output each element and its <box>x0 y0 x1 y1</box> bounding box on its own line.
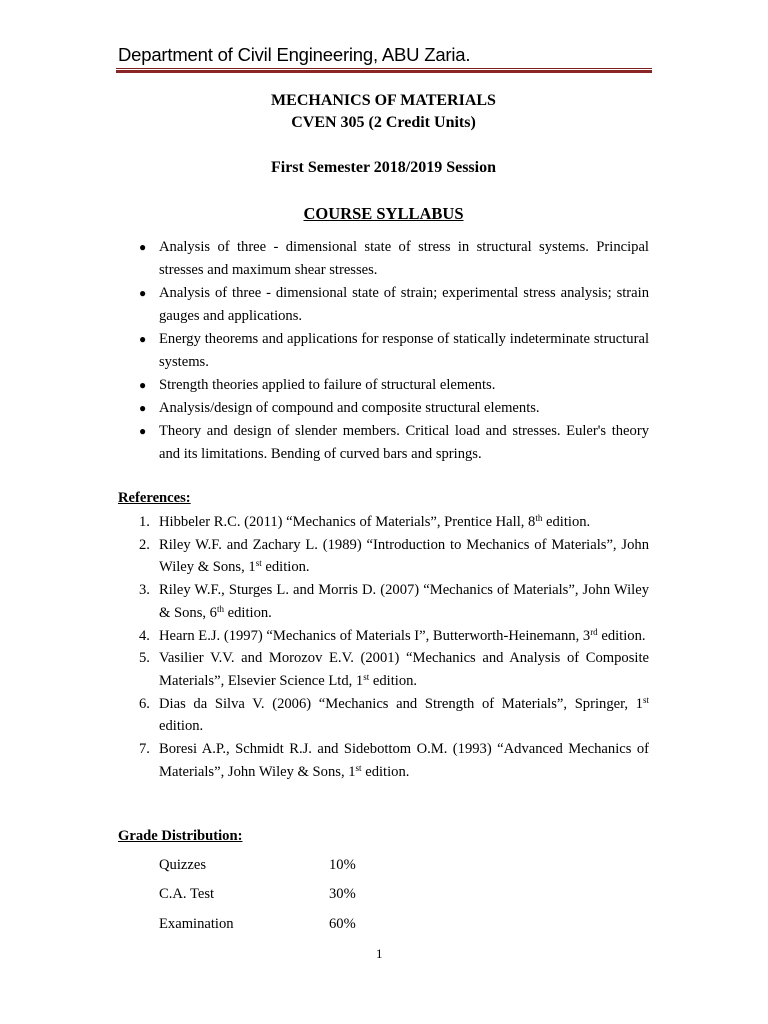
syllabus-item <box>118 420 649 466</box>
reference-item <box>118 625 649 648</box>
grade-value: 10% <box>329 857 356 873</box>
references-heading: References: <box>118 490 191 506</box>
reference-tail: edition. <box>597 627 646 644</box>
reference-ordinal: st <box>355 762 362 773</box>
reference-tail: edition. <box>542 514 591 530</box>
reference-item <box>118 579 649 624</box>
reference-ordinal: st <box>255 558 262 569</box>
syllabus-item-text: Analysis/design of compound and composite structural elements. <box>159 400 540 416</box>
reference-ordinal: th <box>535 513 543 523</box>
department-header: Department of Civil Engineering, ABU Zaria. <box>118 44 471 65</box>
syllabus-item-text: Analysis of three - dimensional state of strain; experimental stress analysis; strain gauges and applications. <box>159 285 649 324</box>
references-list <box>118 511 649 783</box>
grade-distribution-heading: Grade Distribution: <box>118 828 243 844</box>
syllabus-item <box>118 328 649 374</box>
reference-item <box>118 738 649 783</box>
reference-text: Riley W.F., Sturges L. and Morris D. (2007) “Mechanics of Materials”, John Wiley & Sons, 6 <box>159 582 649 621</box>
reference-text: Dias da Silva V. (2006) “Mechanics and Strength of Materials”, Springer, 1 <box>159 695 643 712</box>
reference-tail: edition. <box>361 763 410 780</box>
semester-line: First Semester 2018/2019 Session <box>270 159 496 176</box>
syllabus-item-text: Strength theories applied to failure of structural elements. <box>159 377 496 393</box>
syllabus-item <box>118 282 649 328</box>
reference-item <box>118 534 649 579</box>
reference-number: 4. <box>139 627 150 644</box>
bullet-icon: ● <box>139 424 147 438</box>
reference-number: 7. <box>139 741 150 758</box>
syllabus-item <box>118 236 649 282</box>
reference-item <box>118 511 649 534</box>
reference-tail: edition. <box>159 718 204 735</box>
reference-tail: edition. <box>261 559 310 576</box>
course-code: CVEN 305 (2 Credit Units) <box>291 114 476 131</box>
reference-item <box>118 693 649 738</box>
reference-text: Hearn E.J. (1997) “Mechanics of Materials I”, Butterworth-Heinemann, 3 <box>159 627 591 644</box>
header-rule <box>116 68 652 69</box>
bullet-icon: ● <box>139 401 147 415</box>
syllabus-heading: COURSE SYLLABUS <box>303 204 464 223</box>
reference-number: 5. <box>139 650 150 667</box>
syllabus-item-text: Energy theorems and applications for response of statically indeterminate structural systems. <box>159 331 649 370</box>
header-rule-thick <box>116 70 652 73</box>
bullet-icon: ● <box>139 286 147 300</box>
reference-ordinal: th <box>216 603 224 614</box>
bullet-icon: ● <box>139 240 147 254</box>
syllabus-list <box>118 236 649 466</box>
grade-label: C.A. Test <box>159 886 215 902</box>
syllabus-item <box>118 397 649 420</box>
reference-tail: edition. <box>224 604 272 621</box>
grade-label: Quizzes <box>159 857 207 873</box>
bullet-icon: ● <box>139 332 147 346</box>
grade-value: 60% <box>329 916 356 932</box>
grade-value: 30% <box>329 886 356 902</box>
reference-number: 6. <box>139 695 150 712</box>
bullet-icon: ● <box>139 378 147 392</box>
syllabus-item-text: Analysis of three - dimensional state of stress in structural systems. Principal stresses and maximum shear stresses. <box>159 239 649 278</box>
reference-number: 3. <box>139 582 150 599</box>
grade-label: Examination <box>159 916 234 932</box>
reference-text: Vasilier V.V. and Morozov E.V. (2001) “Mechanics and Analysis of Composite Materials”, Elsevier Science Ltd, 1 <box>159 650 649 689</box>
reference-ordinal: st <box>363 671 370 682</box>
syllabus-item-text: Theory and design of slender members. Critical load and stresses. Euler's theory and its limitations. Bending of curved bars and springs. <box>159 423 649 462</box>
reference-text: Riley W.F. and Zachary L. (1989) “Introduction to Mechanics of Materials”, John Wiley & Sons, 1 <box>159 536 649 576</box>
reference-number: 1. <box>139 514 150 530</box>
syllabus-item <box>118 374 649 397</box>
page-number: 1 <box>376 946 383 961</box>
reference-tail: edition. <box>369 672 418 689</box>
reference-text: Boresi A.P., Schmidt R.J. and Sidebottom O.M. (1993) “Advanced Mechanics of Materials”, John Wiley & Sons, 1 <box>159 741 649 780</box>
course-title: MECHANICS OF MATERIALS <box>271 92 496 109</box>
reference-ordinal: rd <box>590 626 598 637</box>
reference-number: 2. <box>139 536 150 553</box>
reference-item <box>118 647 649 692</box>
reference-text: Hibbeler R.C. (2011) “Mechanics of Materials”, Prentice Hall, 8 <box>159 514 536 530</box>
reference-ordinal: st <box>642 694 649 705</box>
